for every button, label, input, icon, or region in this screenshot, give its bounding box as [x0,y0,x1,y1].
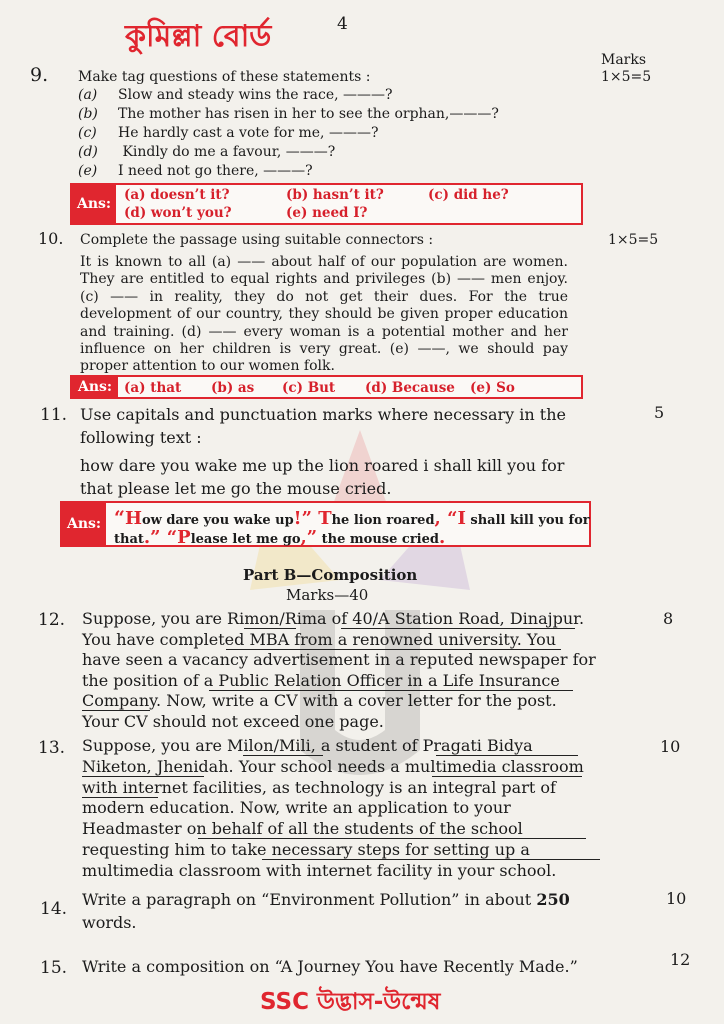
q10-answer-e: (e) So [470,380,515,396]
q15-marks: 12 [670,950,691,969]
q11-prompt [80,403,566,449]
q11-prompt-line: Use capitals and punctuation marks where necessary in the [80,405,566,424]
q12-line: Company. Now, write a CV with a cover letter for the post. [82,691,557,710]
handwritten-underline [436,755,578,756]
q12-line: have seen a vacancy advertisement in a reputed newspaper for [82,650,596,669]
q9-item: (d) Kindly do me a favour, ———? [78,144,336,160]
q13-line: modern education. Now, write an application to your [82,798,511,818]
q9-answer-a: (a) doesn’t it? [124,187,230,203]
q9-answer-b: (b) hasn’t it? [286,187,384,203]
footer-title: SSC উদ্ভাস-উন্মেষ [260,989,441,1015]
handwritten-underline [82,776,204,777]
q11-answer-line2: that.” “Please let me go,” the mouse cried. [114,527,446,548]
q12-line: Suppose, you are Rimon/Rima of 40/A Station Road, Dinajpur. [82,609,585,628]
q12-line: the position of a Public Relation Officer in a Life Insurance [82,670,560,690]
q11-text [80,454,564,500]
q9-answer-box [70,183,583,225]
q11-answer-box [60,501,591,547]
q9-prompt: Make tag questions of these statements : [78,69,371,85]
q11-ans-label: Ans: [62,503,106,545]
q13-line: with internet facilities, as technology is an integral part of [82,777,556,797]
q11-marks: 5 [654,403,665,422]
q14-number: 14. [40,899,68,919]
q11-prompt-line: following text : [80,428,202,447]
handwritten-underline [244,628,296,629]
q15-number: 15. [40,958,68,978]
q14-line: words. [82,913,137,932]
q9-number: 9. [30,64,49,86]
page-number: 4 [337,14,348,34]
q13-line: requesting him to take necessary steps for setting up a [82,839,530,859]
marks-label: Marks [601,52,647,68]
q10-answer-box [70,375,583,399]
q9-item: (a) Slow and steady wins the race, ———? [78,87,393,103]
q10-ans-label: Ans: [72,377,118,397]
handwritten-underline [198,838,586,839]
q11-answer-line1: “How dare you wake up!” The lion roared, “I shall kill you for [114,507,590,529]
q10-answer-a: (a) that [124,380,182,396]
q9-item: (c) He hardly cast a vote for me, ———? [78,125,379,141]
q14-line: Write a paragraph on “Environment Pollution” in about 250 [82,890,570,909]
q15-text: Write a composition on “A Journey You have Recently Made.” [82,957,578,976]
q10-answer-d: (d) Because [365,380,455,396]
q13-line: Suppose, you are Milon/Mili, a student of Pragati Bidya [82,736,533,755]
q9-item: (e) I need not go there, ———? [78,163,313,179]
q13-marks: 10 [660,737,681,756]
handwritten-underline [243,755,323,756]
handwritten-underline [209,690,573,691]
handwritten-underline [82,797,158,798]
q11-number: 11. [40,405,68,425]
marks-q9: 1×5=5 [601,69,652,85]
q9-item: (b) The mother has risen in her to see the orphan,———? [78,106,499,122]
q14-marks: 10 [666,889,687,908]
q10-answer-c: (c) But [282,380,336,396]
q10-passage: It is known to all (a) —— about half of our population are women. They are entitled to equal rights and privileges (b) —— men enjoy. (c) —— in reality, they do not get their dues. For the true development of our country, they should be given proper education and training. (d) —— every woman is a potential mother and her influence on her children is very great. (e) ——, we should pay proper attention to our women folk. [80,254,568,375]
q13-line: Headmaster on behalf of all the students of the school [82,819,523,839]
q13-number: 13. [38,738,66,758]
q12-line: Your CV should not exceed one page. [82,711,384,731]
q10-prompt: Complete the passage using suitable connectors : [80,232,434,248]
q14-text [82,888,570,934]
q12-line: You have completed MBA from a renowned university. You [82,629,557,649]
q13-line: multimedia classroom with internet facility in your school. [82,860,557,880]
part-b-title: Part B—Composition [243,566,418,584]
marks-column-header [601,52,651,86]
handwritten-underline [226,649,561,650]
handwritten-underline [82,710,150,711]
q10-number: 10. [38,229,64,248]
board-title: কুমিল্লা বোর্ড [125,19,272,54]
part-b-marks: Marks—40 [286,586,369,604]
q13-line: Niketon, Jhenidah. Your school needs a multimedia classroom [82,756,584,776]
q12-marks: 8 [663,609,674,628]
q11-text-line: how dare you wake me up the lion roared i shall kill you for [80,456,565,475]
q10-marks: 1×5=5 [608,232,659,248]
q9-answer-c: (c) did he? [428,187,509,203]
q9-answer-d: (d) won’t you? [124,205,232,221]
q10-answer-b: (b) as [211,380,255,396]
handwritten-underline [432,776,582,777]
handwritten-underline [341,628,575,629]
q12-number: 12. [38,610,66,630]
q9-items [78,86,499,181]
handwritten-underline [262,859,600,860]
q9-ans-label: Ans: [72,185,116,223]
q9-answer-e: (e) need I? [286,205,368,221]
q11-text-line: that please let me go the mouse cried. [80,479,392,498]
